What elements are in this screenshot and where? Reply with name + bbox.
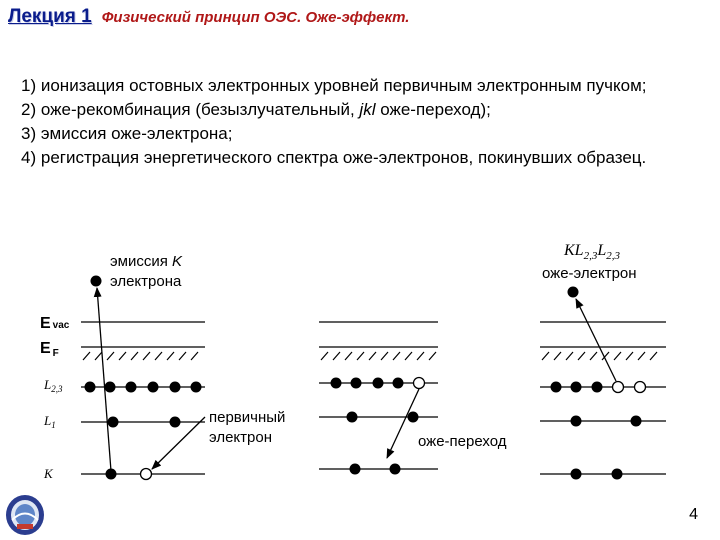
l23-hole: [613, 382, 624, 393]
auger-formula: $KL_{2,3}L_{2,3}$: [564, 242, 620, 262]
slide-title: Физический принцип ОЭС. Оже-эффект.: [101, 9, 410, 26]
lecture-link[interactable]: Лекция 1: [8, 6, 92, 27]
emission-label: эмиссия K: [110, 253, 183, 270]
electron: [148, 382, 159, 393]
core-hole: [141, 469, 152, 480]
electron: [85, 382, 96, 393]
level-k-label: K: [44, 466, 53, 481]
electron: [331, 378, 342, 389]
electron: [571, 382, 582, 393]
level-l23-label: $L_{2,3}$: [44, 377, 63, 394]
valence-band-hatching: [542, 352, 657, 360]
electron: [373, 378, 384, 389]
slide-header: [8, 6, 409, 34]
electron: [351, 378, 362, 389]
electron: [408, 412, 419, 423]
valence-band-hatching: [83, 352, 198, 360]
valence-band-hatching: [321, 352, 436, 360]
primary-electron-label-2: электрон: [209, 429, 272, 446]
auger-transition-label: оже-переход: [418, 433, 507, 450]
l23-hole: [635, 382, 646, 393]
level-l1-label: $L_1$: [44, 413, 56, 430]
emission-arrow: [97, 288, 111, 471]
electron: [551, 382, 562, 393]
e-vac-label: Evac: [40, 315, 70, 332]
steps-list: [21, 74, 701, 170]
auger-transition-arrow: [387, 389, 419, 458]
e-f-label: E F: [40, 340, 59, 359]
step-1: 1) ионизация остовных электронных уровней первичным электронным пучком;: [21, 76, 647, 95]
electron: [347, 412, 358, 423]
step-3: 3) эмиссия оже-электрона;: [21, 124, 233, 143]
emission-label-electron: электрона: [110, 273, 182, 290]
electron: [612, 469, 623, 480]
university-logo: [4, 493, 46, 537]
electron: [108, 417, 119, 428]
electron: [631, 416, 642, 427]
electron: [571, 416, 582, 427]
electron: [350, 464, 361, 475]
electron: [170, 382, 181, 393]
step-2: 2) оже-рекомбинация (безызлучательный, jkl оже-переход);: [21, 100, 491, 119]
panel-2-auger-transition: [319, 322, 507, 475]
electron: [105, 382, 116, 393]
emitted-k-electron: [91, 276, 102, 287]
electron: [170, 417, 181, 428]
emitted-auger-electron: [568, 287, 579, 298]
auger-electron-label: оже-электрон: [542, 265, 637, 282]
page-number: 4: [689, 506, 698, 523]
panel-3-auger-emission: [540, 242, 666, 480]
electron: [393, 378, 404, 389]
step-4: 4) регистрация энергетического спектра оже-электронов, покинувших образец.: [21, 148, 647, 167]
electron: [571, 469, 582, 480]
electron: [592, 382, 603, 393]
electron-filled-k: [390, 464, 401, 475]
electron: [191, 382, 202, 393]
primary-electron-label: первичный: [209, 409, 286, 426]
auger-emission-arrow: [576, 299, 616, 381]
l23-hole: [414, 378, 425, 389]
panel-1-ionization: [40, 253, 285, 481]
electron: [126, 382, 137, 393]
auger-diagram: [0, 230, 720, 490]
